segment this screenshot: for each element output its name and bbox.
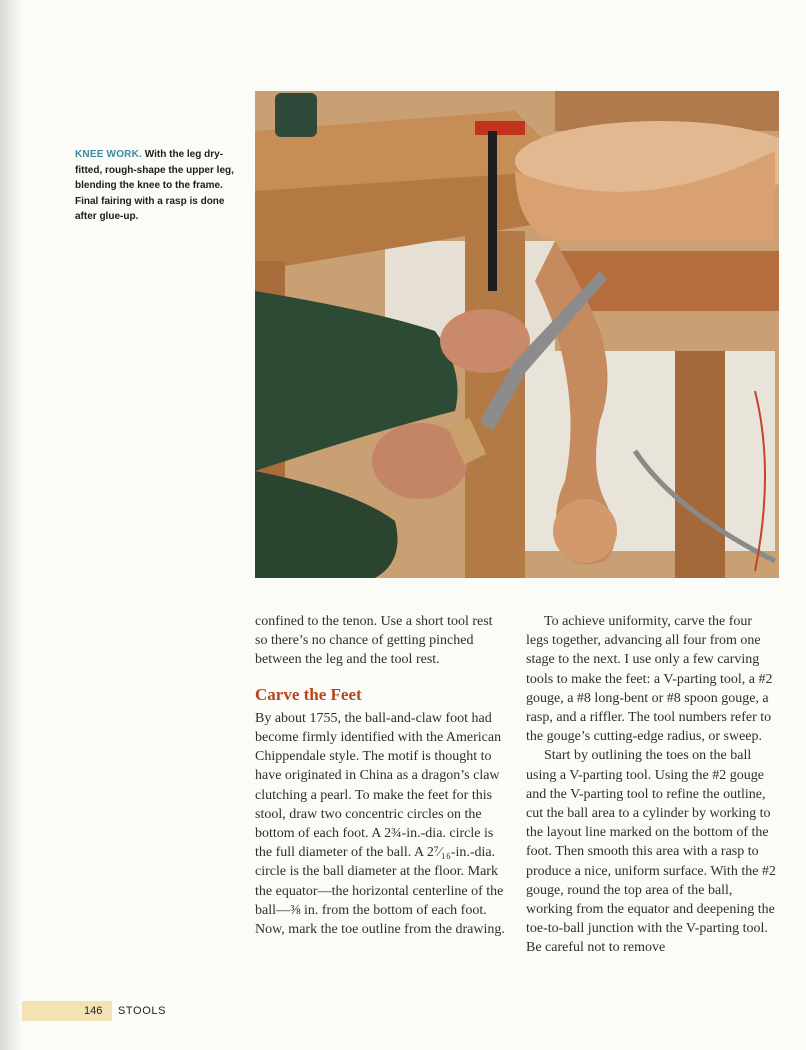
page-binding-shadow <box>0 0 22 1050</box>
caption-lead: KNEE WORK. <box>75 149 142 160</box>
page-footer <box>22 1001 222 1021</box>
page-number: 146 <box>84 1005 103 1017</box>
body-column-2 <box>526 612 778 958</box>
section-name: STOOLS <box>118 1005 167 1017</box>
photo-caption <box>75 147 245 225</box>
paragraph: To achieve uniformity, carve the four legs together, advancing all four from one stage to the next. I use only a few carving tools to make the feet: a V-parting tool, a #2 gouge, a #8 long-bent or #8 spoon gouge, a rasp, and a riffler. The tool numbers refer to the gouge’s cutting-edge radius, or sweep. <box>526 614 773 745</box>
paragraph: Start by outlining the toes on the ball using a V-parting tool. Using the #2 gouge and the V-parting tool to refine the outline, cut the ball area to a cylinder by working to the layout line marked on the bottom of the foot. Then smooth this area with a rasp to produce a nice, uniform surface. With the #2 gouge, round the top area of the ball, working from the equator and deepening the toe-to-ball junction with the V-parting tool. Be careful not to remove <box>526 748 776 956</box>
paragraph: By about 1755, the ball-and-claw foot had become firmly identified with the American Chippendale style. The motif is thought to have originated in China as a dragon’s claw clutching a pearl. To make the feet for this stool, draw two concentric circles on the bottom of each foot. A 2¾-in.-dia. circle is the full diameter of the ball. A 2⁷⁄₁₆-in.-dia. circle is the ball diameter at the floor. Mark the equator—the horizontal centerline of the ball—⅜ in. from the bottom of each foot. Now, mark the toe outline from the drawing. <box>255 710 505 938</box>
caption-text: With the leg dry-fitted, rough-shape the upper leg, blending the knee to the frame. Final fairing with a rasp is done after glue-up. <box>75 149 234 222</box>
paragraph: confined to the tenon. Use a short tool rest so there’s no chance of getting pinched between the leg and the tool rest. <box>255 614 493 668</box>
section-heading: Carve the Feet <box>255 684 362 704</box>
body-column-1 <box>255 612 507 939</box>
woodworking-photo <box>255 91 779 578</box>
